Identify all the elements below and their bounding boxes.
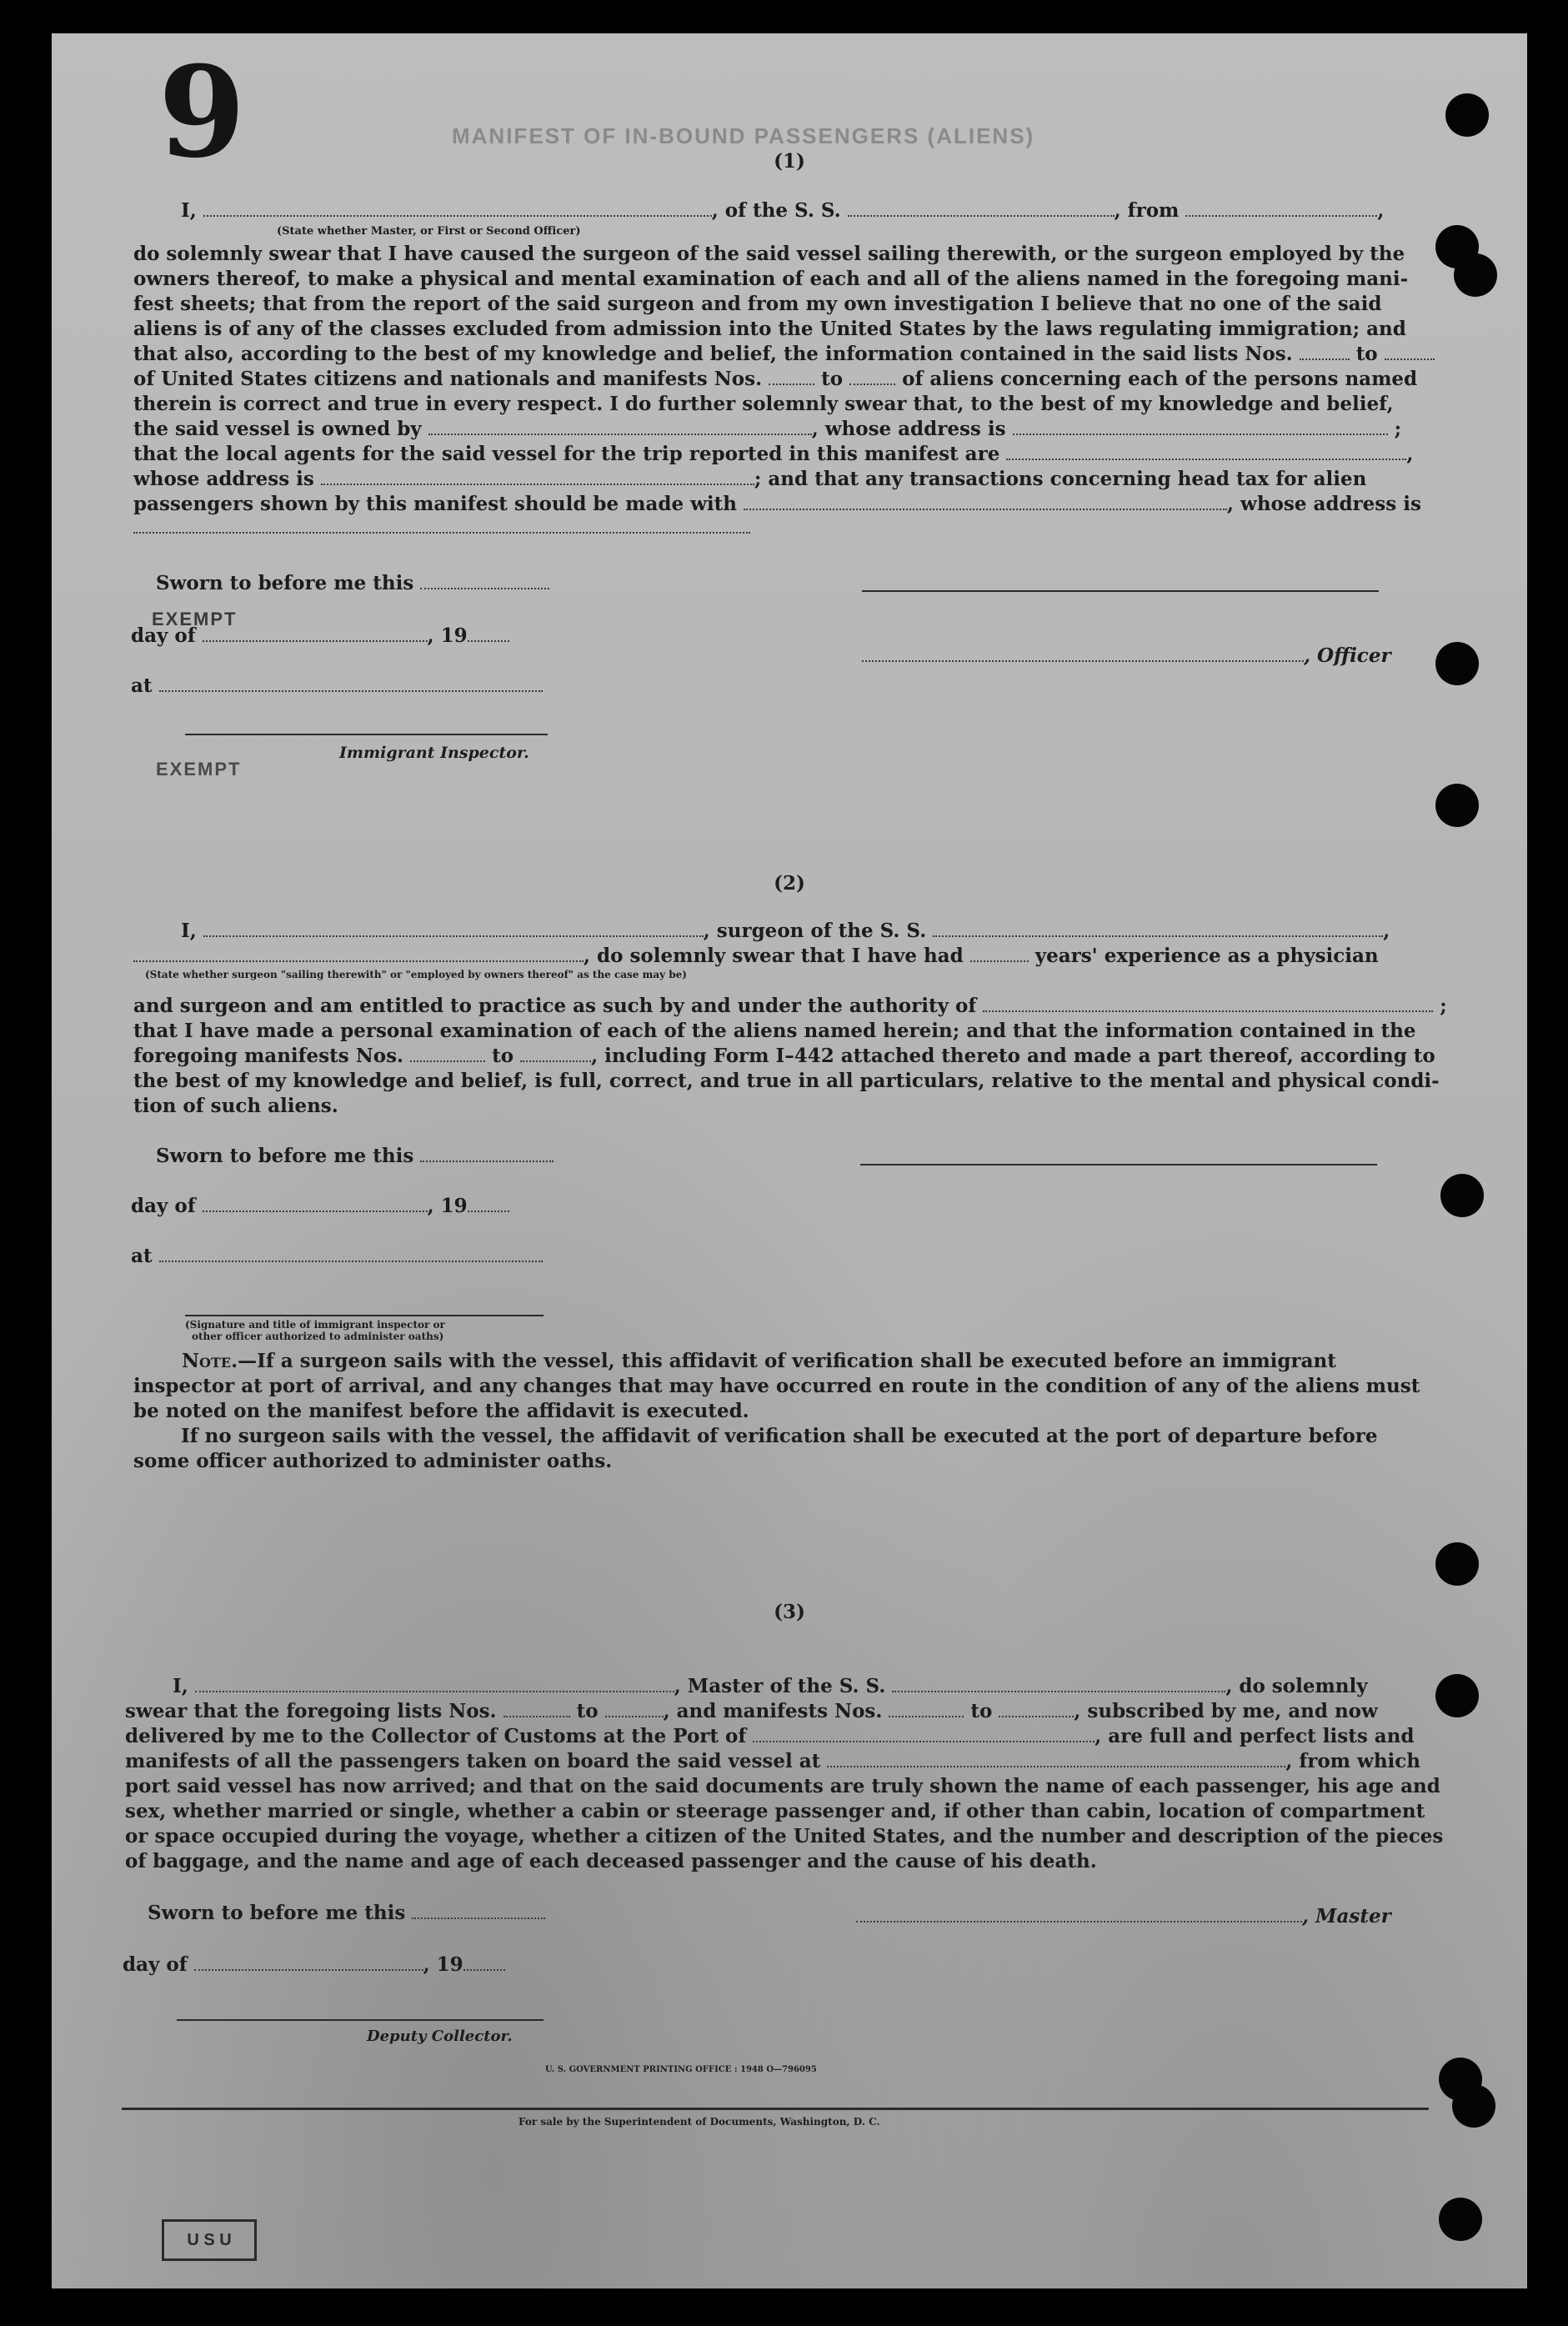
section-3-line-5: port said vessel has now arrived; and that on the said documents are truly shown the name of each passenger, his age and	[125, 1775, 1440, 1797]
section-2-sworn: Sworn to before me this	[156, 1144, 554, 1169]
box-stamp: U S U	[162, 2219, 257, 2261]
section-3-line-8: of baggage, and the name and age of each deceased passenger and the cause of his death.	[125, 1850, 1097, 1872]
punch-hole	[1435, 784, 1479, 827]
section-2-signature-line	[860, 1164, 1377, 1166]
section-1-body-line: fest sheets; that from the report of the said surgeon and from my own investigation I believe that no one of the said	[133, 293, 1382, 315]
exempt-stamp: EXEMPT	[152, 609, 238, 629]
footer-rule	[122, 2108, 1429, 2110]
section-1-address-line	[133, 517, 750, 534]
stamp-number: 9	[158, 39, 246, 186]
punch-hole	[1454, 253, 1497, 297]
section-3-line-7: or space occupied during the voyage, whether a citizen of the United States, and the number and description of the pieces	[125, 1825, 1444, 1847]
section-1-officer-note: (State whether Master, or First or Second Officer)	[277, 225, 581, 238]
section-3-number: (3)	[774, 1601, 805, 1623]
section-1-agents-line: that the local agents for the said vessel for the trip reported in this manifest are ,	[133, 443, 1414, 465]
section-2-signature-note-2: other officer authorized to administer oaths)	[192, 1331, 444, 1342]
section-2-note-line-1: Note.—If a surgeon sails with the vessel, this affidavit of verification shall be executed before an immigrant	[133, 1349, 1435, 1374]
exempt-stamp: EXEMPT	[156, 759, 242, 780]
section-1-at: at	[131, 674, 543, 699]
section-3-line-6: sex, whether married or single, whether a cabin or steerage passenger and, if other than cabin, location of compartment	[125, 1800, 1425, 1822]
section-1-lists-line: that also, according to the best of my knowledge and belief, the information contained in the said lists Nos. to	[133, 342, 1435, 367]
section-3-line-4: manifests of all the passengers taken on board the said vessel at , from which	[125, 1750, 1421, 1772]
section-2-surgeon-note: (State whether surgeon "sailing therewith" or "employed by owners thereof" as the case may be)	[145, 969, 687, 980]
section-2-note-line-2: inspector at port of arrival, and any changes that may have occurred en route in the condition of any of the aliens must	[133, 1375, 1420, 1397]
section-2-line-4: that I have made a personal examination of each of the aliens named herein; and that the information contained in the	[133, 1020, 1416, 1042]
for-sale-line: For sale by the Superintendent of Documents, Washington, D. C.	[518, 2116, 880, 2128]
section-2-signature-note-1: (Signature and title of immigrant inspector or	[185, 1319, 445, 1331]
section-2-line-2: , do solemnly swear that I have had years' experience as a physician	[133, 944, 1379, 969]
section-3-line-3: delivered by me to the Collector of Customs at the Port of , are full and perfect lists and	[125, 1725, 1415, 1747]
section-1-number: (1)	[774, 150, 805, 173]
section-1-sworn: Sworn to before me this	[156, 571, 549, 596]
punch-hole	[1435, 1674, 1479, 1717]
punch-hole	[1435, 642, 1479, 685]
document-page	[52, 33, 1527, 2288]
section-2-at: at	[131, 1244, 543, 1269]
section-1-inspector-label: Immigrant Inspector.	[339, 744, 529, 762]
section-1-line-1: I, , of the S. S. , from ,	[181, 199, 1385, 222]
section-3-day-of: day of , 19	[123, 1953, 505, 1978]
section-1-signature-line	[862, 590, 1379, 592]
section-1-officer-line: , Officer	[862, 644, 1391, 669]
punch-hole	[1435, 1542, 1479, 1586]
gpo-line: U. S. GOVERNMENT PRINTING OFFICE : 1948 O—796095	[545, 2065, 817, 2074]
section-2-note2-line-2: some officer authorized to administer oaths.	[133, 1450, 613, 1472]
section-2-note2-line-1: If no surgeon sails with the vessel, the affidavit of verification shall be executed at the port of departure before	[181, 1425, 1378, 1447]
section-2-line-6: the best of my knowledge and belief, is full, correct, and true in all particulars, relative to the mental and physical condi-	[133, 1070, 1440, 1092]
section-1-correct-line: therein is correct and true in every respect. I do further solemnly swear that, to the best of my knowledge and belief,	[133, 393, 1394, 415]
section-3-line-2: swear that the foregoing lists Nos. to , and manifests Nos. to , subscribed by me, and now	[125, 1700, 1378, 1722]
section-1-inspector-line	[185, 734, 548, 735]
section-1-day-of: day of , 19	[131, 624, 509, 649]
section-1-whose-line: whose address is ; and that any transactions concerning head tax for alien	[133, 468, 1367, 490]
note-label: Note.	[182, 1350, 238, 1372]
faint-header-text: MANIFEST OF IN-BOUND PASSENGERS (ALIENS)	[452, 123, 1035, 148]
section-1-citizens-line: of United States citizens and nationals and manifests Nos. to of aliens concerning each of the persons named	[133, 368, 1418, 390]
section-1-body-line: do solemnly swear that I have caused the surgeon of the said vessel sailing therewith, or the surgeon employed by the	[133, 243, 1405, 265]
section-3-deputy-label: Deputy Collector.	[367, 2028, 513, 2045]
punch-hole	[1452, 2084, 1495, 2128]
section-1-body-line: aliens is of any of the classes excluded from admission into the United States by the laws regulating immigration; and	[133, 318, 1406, 340]
section-2-inspector-line	[185, 1315, 544, 1316]
section-1-owned-line: the said vessel is owned by , whose address is ;	[133, 418, 1402, 440]
section-2-line-1: I, , surgeon of the S. S. ,	[181, 920, 1390, 942]
section-2-line-5: foregoing manifests Nos. to , including Form I–442 attached thereto and made a part thereof, according to	[133, 1045, 1435, 1067]
section-3-line-1: I, , Master of the S. S. , do solemnly	[173, 1675, 1368, 1697]
section-2-day-of: day of , 19	[131, 1194, 509, 1219]
section-3-master-line: , Master	[856, 1904, 1391, 1929]
section-2-line-7: tion of such aliens.	[133, 1095, 338, 1117]
section-3-sworn: Sworn to before me this	[148, 1901, 545, 1926]
section-1-passengers-line: passengers shown by this manifest should be made with , whose address is	[133, 493, 1421, 515]
section-1-body-line: owners thereof, to make a physical and mental examination of each and all of the aliens named in the foregoing mani-	[133, 268, 1409, 290]
section-2-note-line-3: be noted on the manifest before the affidavit is executed.	[133, 1400, 749, 1422]
punch-hole	[1445, 93, 1489, 137]
section-2-number: (2)	[774, 872, 805, 895]
punch-hole	[1439, 2198, 1482, 2241]
section-2-line-3: and surgeon and am entitled to practice as such by and under the authority of ;	[133, 995, 1447, 1017]
punch-hole	[1440, 1174, 1484, 1217]
section-3-deputy-line	[177, 2019, 544, 2021]
